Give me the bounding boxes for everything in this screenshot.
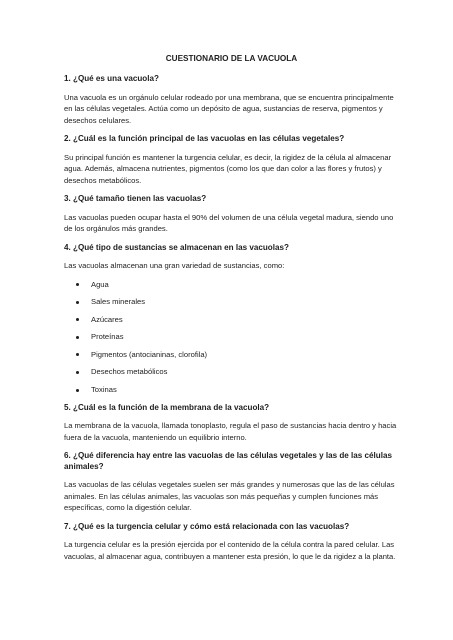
list-item-label: Pigmentos (antocianinas, clorofila) [91,349,208,359]
list-item [64,367,399,377]
question-heading: 4. ¿Qué tipo de sustancias se almacenan en las vacuolas? [64,242,289,252]
list-item-label: Desechos metabólicos [91,367,168,377]
document-title: CUESTIONARIO DE LA VACUOLA [165,54,298,63]
bullet-icon [76,336,79,339]
list-item-label: Azúcares [91,314,123,324]
answer-paragraph: Las vacuolas pueden ocupar hasta el 90% del volumen de una célula vegetal madura, siendo uno de los orgánulos más grandes. [64,212,394,233]
list-item-label: Sales minerales [91,297,146,307]
list-item-label: Toxinas [91,385,117,395]
list-item [64,385,399,395]
question-heading: 1. ¿Qué es una vacuola? [64,74,159,83]
bullet-icon [76,389,79,392]
qa-block [64,451,399,514]
list-item [64,332,399,342]
bullet-icon [76,318,79,321]
answer-paragraph: Su principal función es mantener la turgencia celular, es decir, la rigidez de la célula al almacenar agua. Además, almacena nutrientes, pigmentos (como los que dan color a las flores y frutos) y desechos metabólicos. [64,152,392,185]
questionnaire [64,74,399,562]
bullet-icon [76,353,79,356]
answer-paragraph: Una vacuola es un orgánulo celular rodeado por una membrana, que se encuentra principalmente en las células vegetales. Actúa como un depósito de agua, sustancias de reserva, pigmentos y desechos celulares. [64,92,394,125]
question-heading: 2. ¿Cuál es la función principal de las vacuolas en las células vegetales? [64,134,345,143]
list-item [64,315,399,325]
question-heading: 5. ¿Cuál es la función de la membrana de la vacuola? [64,402,270,412]
list-item [64,297,399,307]
answer-paragraph: La membrana de la vacuola, llamada tonoplasto, regula el paso de sustancias hacia dentro y hacia fuera de la vacuola, manteniendo un equilibrio interno. [64,421,397,442]
bullet-icon [76,283,79,286]
qa-block [64,194,399,235]
qa-block [64,74,399,126]
question-heading: 6. ¿Qué diferencia hay entre las vacuolas de las células vegetales y las de las células animales? [64,451,392,471]
list-item [64,350,399,360]
qa-block [64,134,399,186]
list-item-label: Proteínas [91,332,124,342]
qa-block [64,522,399,563]
list-item-label: Agua [91,279,109,289]
substance-list [64,280,399,396]
question-heading: 7. ¿Qué es la turgencia celular y cómo está relacionada con las vacuolas? [64,521,350,531]
qa-block [64,243,399,396]
answer-paragraph: La turgencia celular es la presión ejercida por el contenido de la célula contra la pared celular. Las vacuolas, al almacenar agua, contribuyen a mantener esta presión, lo que le da rigidez a la planta. [64,540,396,561]
qa-block [64,403,399,444]
answer-paragraph: Las vacuolas almacenan una gran variedad de sustancias, como: [64,261,285,270]
bullet-icon [76,371,79,374]
question-heading: 3. ¿Qué tamaño tienen las vacuolas? [64,194,207,203]
answer-paragraph: Las vacuolas de las células vegetales suelen ser más grandes y numerosas que las de las células animales. En las células animales, las vacuolas son más pequeñas y cumplen funciones más específicas, como la digestión celular. [64,480,395,513]
list-item [64,280,399,290]
bullet-icon [76,301,79,304]
